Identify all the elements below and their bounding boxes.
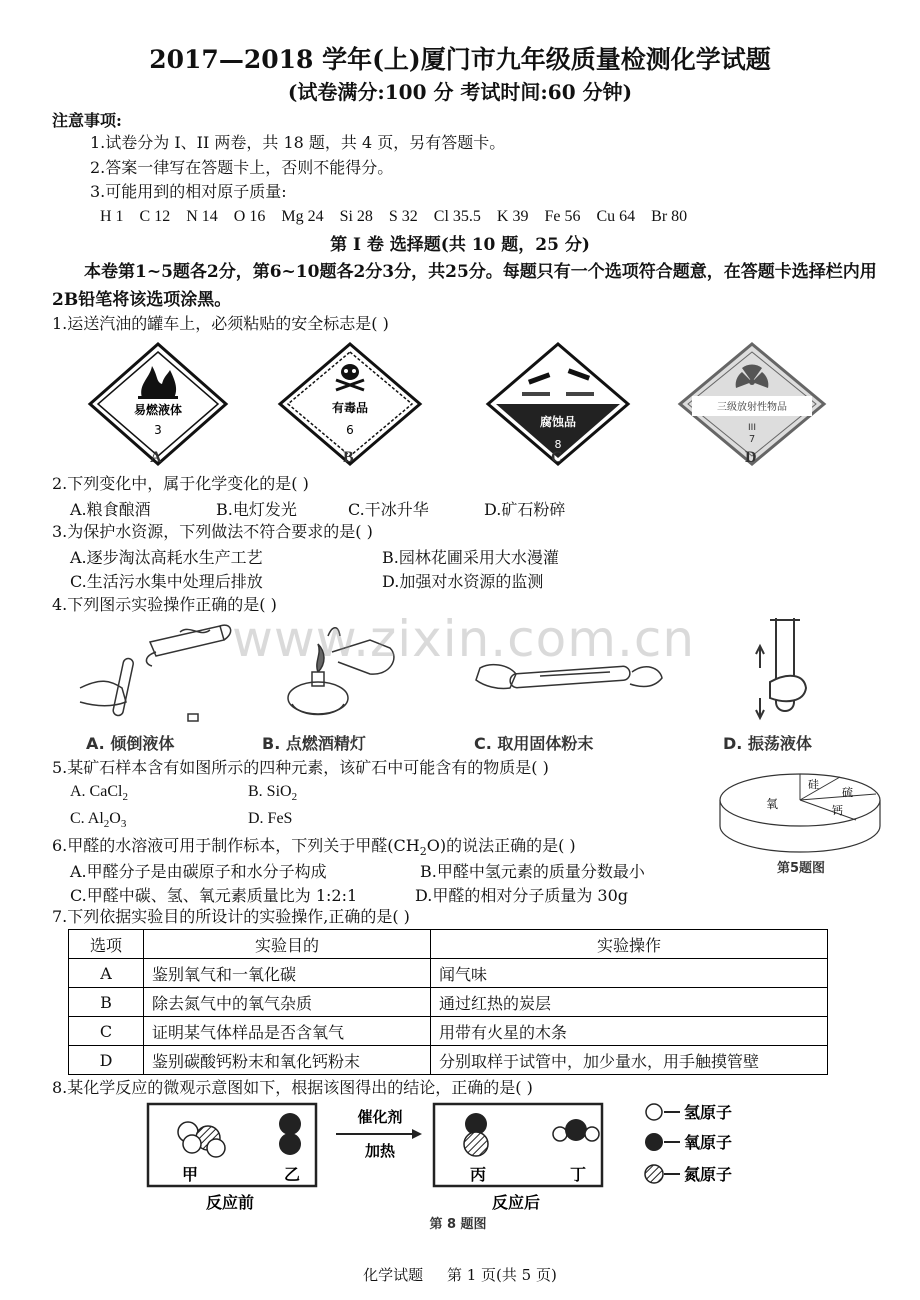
table-row <box>69 959 828 988</box>
pouring-liquid-drawing <box>80 625 231 721</box>
sign-a-text: 易燃液体 <box>133 403 183 417</box>
pie-label-sulfur: 硫 <box>842 786 853 799</box>
condition-bottom: 加热 <box>364 1142 396 1160</box>
table-row <box>69 1017 828 1046</box>
q4-stem: 4.下列图示实验操作正确的是( ) <box>52 595 277 614</box>
atomic-masses: H 1 C 12 N 14 O 16 Mg 24 Si 28 S 32 Cl 35.5 K 39 Fe 56 Cu 64 Br 80 <box>100 208 688 225</box>
section-title: 第 I 卷 选择题(共 10 题，25 分) <box>330 235 590 255</box>
q2-option-a: A.粮食酿酒 <box>70 500 151 519</box>
arrow-head-icon <box>412 1129 422 1139</box>
reaction-diagram <box>140 1098 780 1238</box>
q1-label-d: D <box>745 449 757 466</box>
legend <box>645 1103 732 1184</box>
q7-stem: 7.下列依据实验目的所设计的实验操作,正确的是( ) <box>52 907 410 926</box>
q5-option-d: D. FeS <box>248 810 293 827</box>
q8-stem: 8.某化学反应的微观示意图如下，根据该图得出的结论，正确的是( ) <box>52 1078 533 1097</box>
sign-a-num: 3 <box>154 423 162 437</box>
row-operation: 分别取样于试管中，加少量水，用手触摸管壁 <box>431 1046 828 1075</box>
table-header-row <box>69 930 828 959</box>
q1-label-a: A <box>150 449 162 466</box>
pie-label-calcium: 钙 <box>832 804 843 817</box>
q3-option-d: D.加强对水资源的监测 <box>382 572 544 591</box>
sign-d-text: 三级放射性物品 <box>717 402 787 413</box>
row-operation: 通过红热的炭层 <box>431 988 828 1017</box>
col-header-purpose: 实验目的 <box>144 930 431 959</box>
legend-oxygen: 氧原子 <box>684 1133 733 1152</box>
exam-subtitle: (试卷满分:100 分 考试时间:60 分钟) <box>287 80 633 104</box>
q2-option-b: B.电灯发光 <box>216 500 297 519</box>
sign-b-num: 6 <box>346 423 354 437</box>
watermark: www.zixin.com.cn <box>232 610 696 668</box>
sign-radioactive <box>680 344 824 464</box>
q4-caption-b: B. 点燃酒精灯 <box>262 734 366 753</box>
label-ding: 丁 <box>570 1165 587 1184</box>
q6-option-a: A.甲醛分子是由碳原子和水分子构成 <box>70 862 327 881</box>
row-option: C <box>69 1017 144 1046</box>
after-label: 反应后 <box>491 1193 541 1212</box>
sign-d-num: 7 <box>748 434 756 445</box>
q3-stem: 3.为保护水资源，下列做法不符合要求的是( ) <box>52 522 373 541</box>
q5-option-c: C. $Al_2O_3$ <box>70 810 127 831</box>
legend-hydrogen: 氢原子 <box>684 1103 733 1122</box>
note-item-3: 3.可能用到的相对原子质量: <box>90 182 287 201</box>
hydrogen-atom-icon <box>646 1104 662 1120</box>
nitrogen-atom-icon <box>645 1165 663 1183</box>
row-purpose: 鉴别碳酸钙粉末和氧化钙粉末 <box>144 1046 431 1075</box>
page-footer: 化学试题 第 1 页(共 5 页) <box>363 1266 557 1284</box>
q5-option-a: A. CaCl$_2$ <box>70 783 128 804</box>
q6-stem: 6.甲醛的水溶液可用于制作标本，下列关于甲醛$(CH_2O)$的说法正确的是( ) <box>52 836 576 859</box>
col-header-operation: 实验操作 <box>431 930 828 959</box>
sign-c-num: 8 <box>554 438 562 451</box>
q5-figure-caption: 第5题图 <box>777 861 826 876</box>
row-option: D <box>69 1046 144 1075</box>
note-item-2: 2.答案一律写在答题卡上，否则不能得分。 <box>90 158 394 177</box>
exam-title: 2017—2018 学年(上)厦门市九年级质量检测化学试题 <box>149 45 771 74</box>
q6-option-b: B.甲醛中氢元素的质量分数最小 <box>420 862 645 881</box>
label-jia: 甲 <box>182 1165 199 1184</box>
q8-figure-caption: 第 8 题图 <box>429 1217 487 1232</box>
q2-option-d: D.矿石粉碎 <box>484 500 566 519</box>
before-label: 反应前 <box>205 1193 255 1212</box>
sign-c-text: 腐蚀品 <box>539 415 577 429</box>
molecule-bing <box>464 1113 488 1156</box>
sign-b-text: 有毒品 <box>331 401 369 415</box>
q2-stem: 2.下列变化中，属于化学变化的是( ) <box>52 474 309 493</box>
table-row <box>69 1046 828 1075</box>
oxygen-atom-icon <box>645 1133 663 1151</box>
hazard-signs-figure <box>80 338 840 468</box>
pie-label-silicon: 硅 <box>808 778 819 791</box>
pie-label-oxygen: 氧 <box>766 797 779 811</box>
row-option: A <box>69 959 144 988</box>
row-purpose: 证明某气体样品是否含氧气 <box>144 1017 431 1046</box>
q6-option-c: C.甲醛中碳、氢、氧元素质量比为 1:2:1 <box>70 886 358 905</box>
shaking-test-tube-drawing <box>756 618 806 718</box>
col-header-option: 选项 <box>69 930 144 959</box>
condition-top: 催化剂 <box>357 1108 403 1126</box>
q4-caption-a: A. 倾倒液体 <box>86 734 175 753</box>
q5-option-b: B. SiO$_2$ <box>248 783 298 804</box>
legend-nitrogen: 氮原子 <box>684 1165 733 1184</box>
q3-option-b: B.园林花圃采用大水漫灌 <box>382 548 559 567</box>
row-operation: 用带有火星的木条 <box>431 1017 828 1046</box>
sign-corrosive <box>488 344 628 464</box>
q3-option-a: A.逐步淘汰高耗水生产工艺 <box>70 548 263 567</box>
sign-flammable-liquid <box>90 344 226 464</box>
section-instruction: 本卷第1~5题各2分，第6~10题各2分3分，共25分。每题只有一个选项符合题意，在答题卡选择栏内用2B铅笔将该选项涂黑。 <box>52 262 877 310</box>
powder-test-tube-drawing <box>476 665 662 689</box>
q1-label-c: C <box>551 449 563 466</box>
q4-caption-c: C. 取用固体粉末 <box>474 734 594 753</box>
q6-option-d: D.甲醛的相对分子质量为 30g <box>415 886 629 905</box>
notes-title: 注意事项: <box>52 111 122 130</box>
note-item-1: 1.试卷分为 I、II 两卷，共 18 题，共 4 页，另有答题卡。 <box>90 133 506 152</box>
label-yi: 乙 <box>284 1165 301 1184</box>
row-option: B <box>69 988 144 1017</box>
q5-stem: 5.某矿石样本含有如图所示的四种元素，该矿石中可能含有的物质是( ) <box>52 758 549 777</box>
table-row <box>69 988 828 1017</box>
sign-toxic <box>280 344 420 464</box>
q2-option-c: C.干冰升华 <box>348 500 429 519</box>
q1-stem: 1.运送汽油的罐车上，必须粘贴的安全标志是( ) <box>52 314 389 333</box>
q4-caption-d: D. 振荡液体 <box>723 734 812 753</box>
sign-d-roman: III <box>748 423 756 433</box>
q7-table <box>68 929 828 1075</box>
q1-label-b: B <box>343 449 354 466</box>
row-purpose: 鉴别氧气和一氧化碳 <box>144 959 431 988</box>
q3-option-c: C.生活污水集中处理后排放 <box>70 572 263 591</box>
row-operation: 闻气味 <box>431 959 828 988</box>
label-bing: 丙 <box>470 1165 487 1184</box>
row-purpose: 除去氮气中的氧气杂质 <box>144 988 431 1017</box>
